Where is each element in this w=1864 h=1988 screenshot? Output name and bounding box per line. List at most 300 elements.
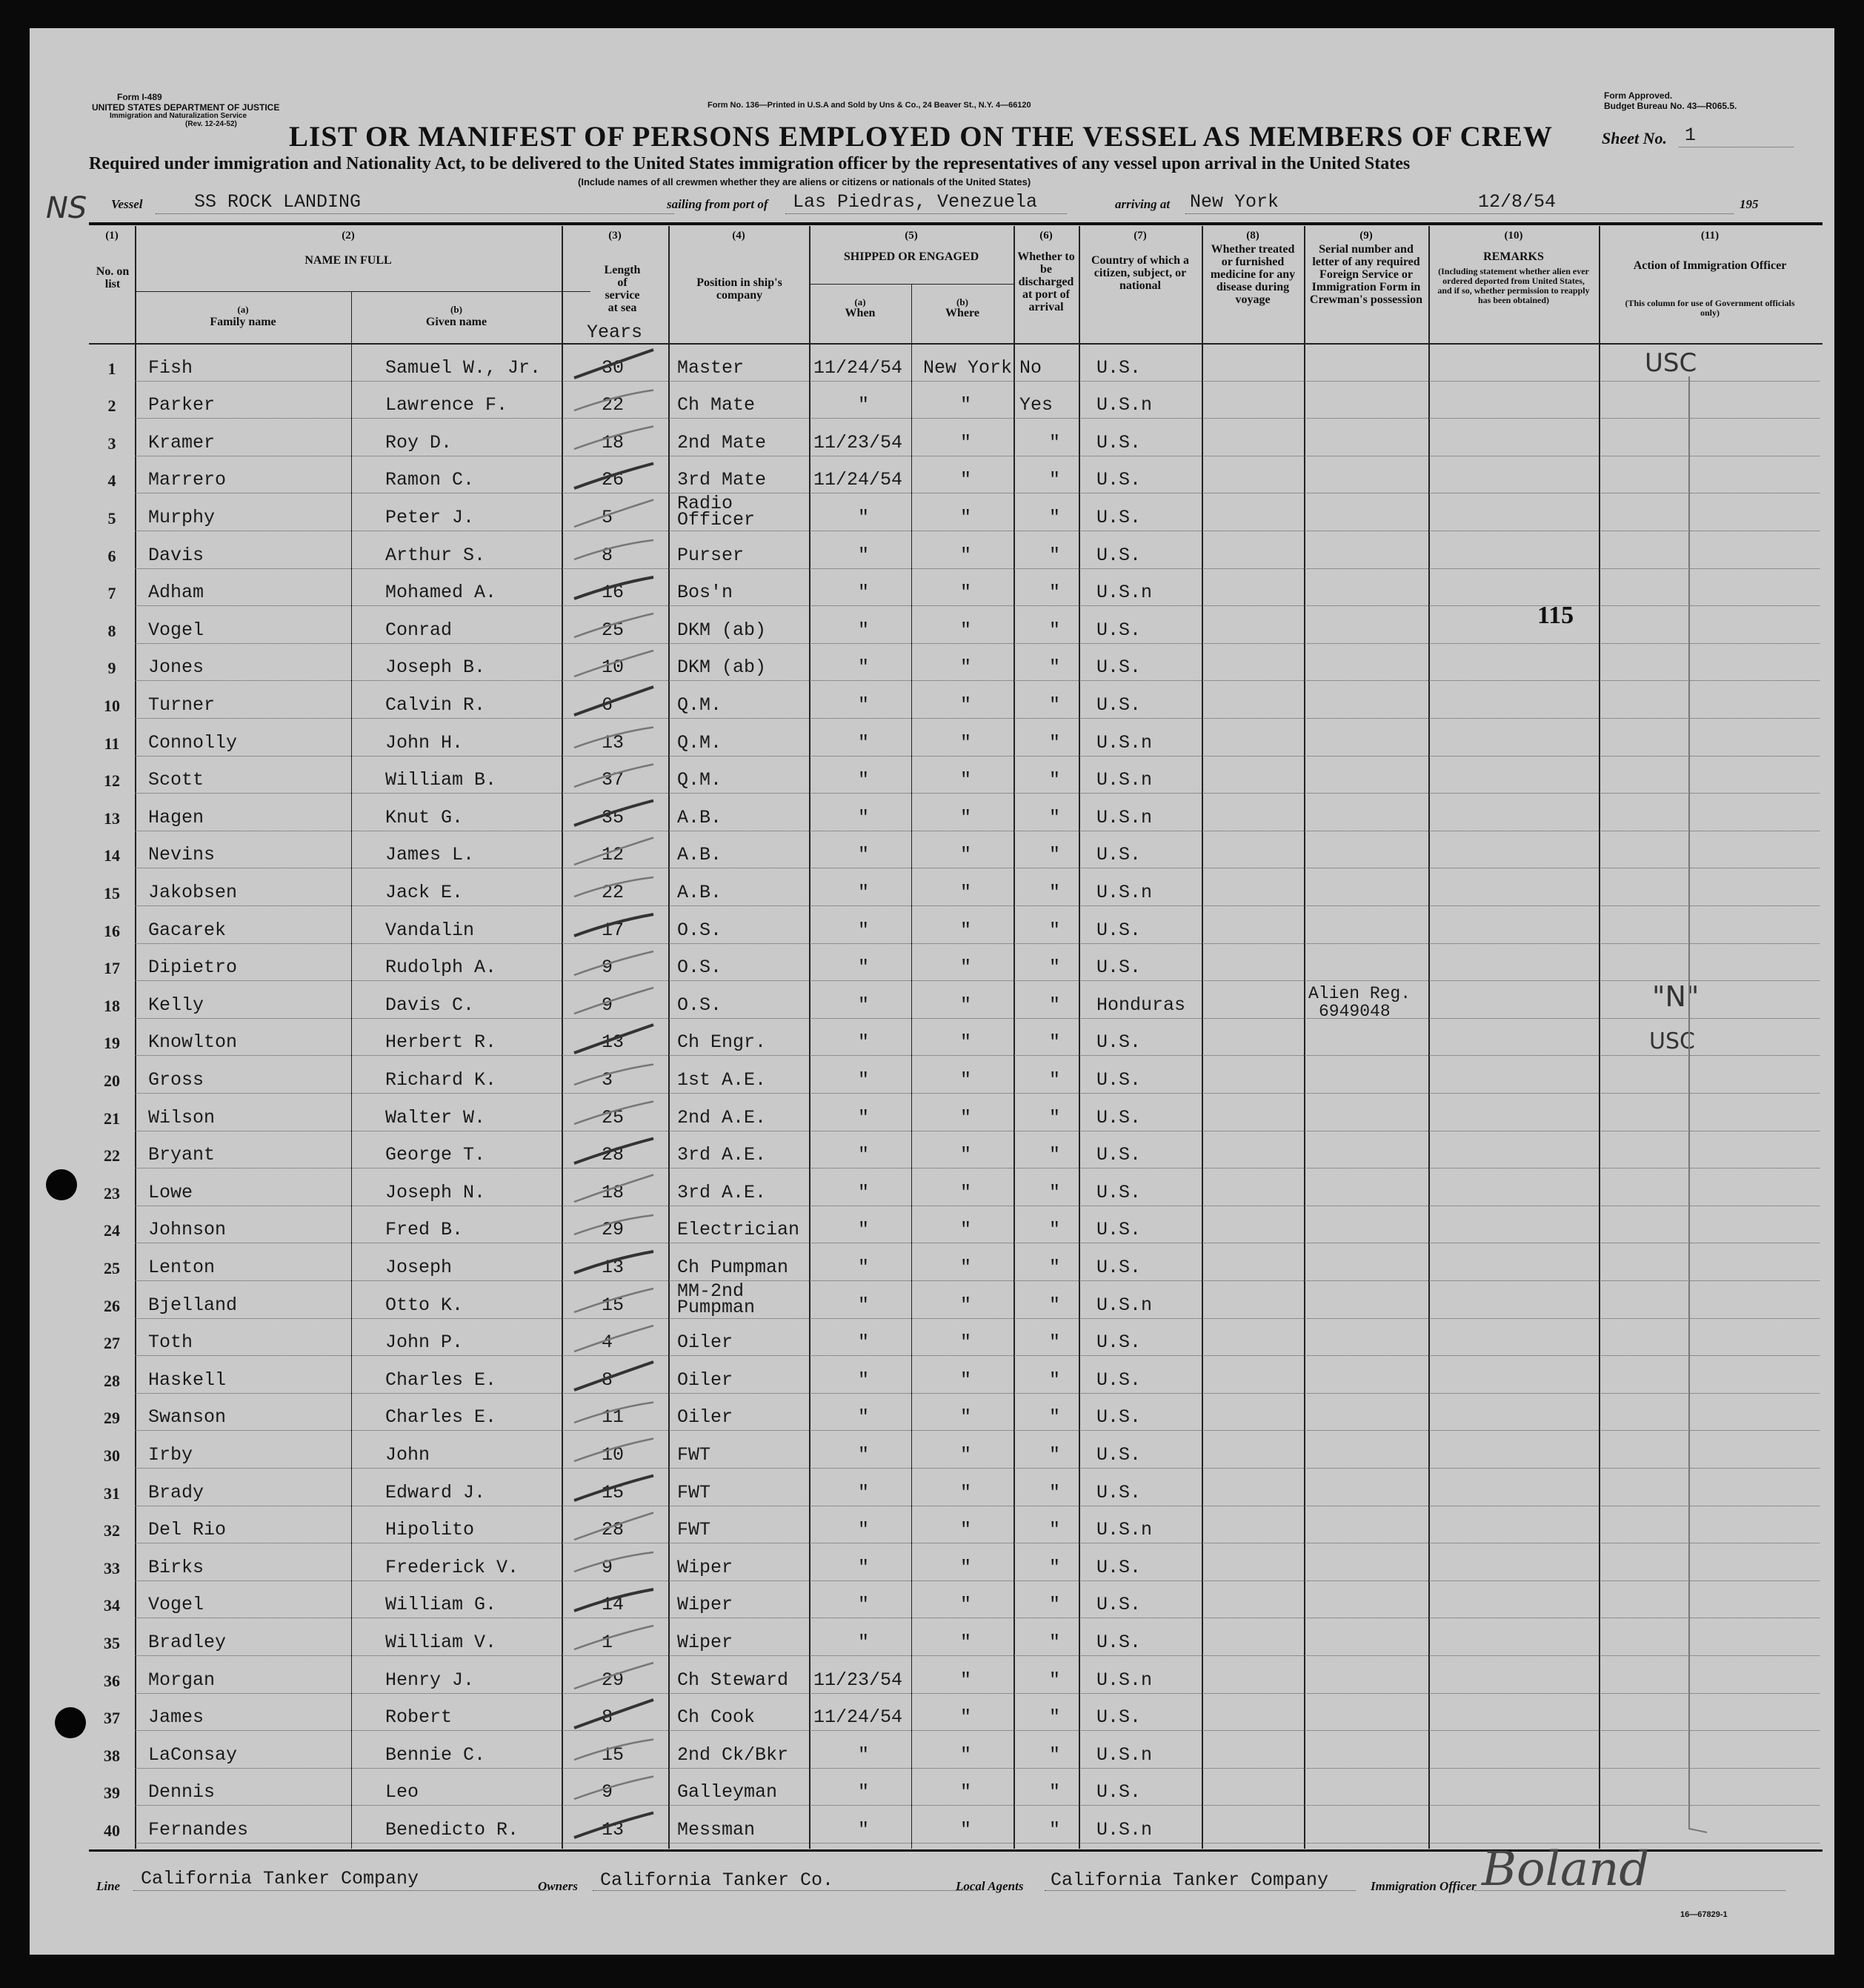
position: 2nd A.E. <box>677 1106 767 1128</box>
discharge: " <box>1049 1219 1061 1241</box>
family-name: Bjelland <box>148 1294 238 1316</box>
family-name: Parker <box>148 394 216 416</box>
col-shipped-header: SHIPPED OR ENGAGED <box>843 250 979 263</box>
officer-mark-usc-19: USC <box>1649 1028 1695 1054</box>
country: U.S. <box>1096 544 1142 566</box>
row-number: 12 <box>104 771 120 791</box>
family-name: Morgan <box>148 1669 216 1691</box>
service-years: 25 <box>602 619 625 641</box>
year-suffix: 195 <box>1740 197 1759 211</box>
table-row <box>30 720 1834 758</box>
given-name: Samuel W., Jr. <box>385 356 542 379</box>
check-mark-icon <box>570 833 659 870</box>
discharge: " <box>1049 1706 1061 1729</box>
given-name: John <box>385 1443 430 1466</box>
include-note: (Include names of all crewmen whether they are aliens or citizens or nationals of the United States) <box>578 176 1031 187</box>
service-years: 9 <box>602 994 613 1016</box>
discharge: No <box>1019 356 1042 379</box>
family-name: Vogel <box>148 1594 204 1616</box>
check-mark-icon <box>570 1658 659 1695</box>
form-code: 16—67829-1 <box>1680 1910 1728 1919</box>
country: U.S. <box>1096 1181 1142 1203</box>
family-name: LaConsay <box>148 1743 238 1766</box>
col-medicine-header: Whether treated or furnished medicine for any disease during voyage <box>1210 243 1296 306</box>
sailing-port: Las Piedras, Venezuela <box>793 191 1038 213</box>
family-name: Adham <box>148 582 204 604</box>
given-name: Walter W. <box>385 1106 486 1128</box>
position: Messman <box>677 1818 756 1841</box>
shipped-when: " <box>858 1219 870 1241</box>
service-years: 1 <box>602 1631 613 1653</box>
family-name: Bradley <box>148 1631 227 1653</box>
service-years: 8 <box>602 1706 613 1729</box>
shipped-when: " <box>858 1369 870 1391</box>
check-mark-icon <box>570 1432 659 1469</box>
family-name: Vogel <box>148 619 204 641</box>
table-row <box>30 1208 1834 1246</box>
table-row <box>30 1280 1834 1320</box>
position: 1st A.E. <box>677 1068 767 1091</box>
given-name: Robert <box>385 1706 453 1729</box>
country: U.S. <box>1096 656 1142 679</box>
revision: (Rev. 12-24-52) <box>185 120 237 128</box>
country: U.S.n <box>1096 394 1153 416</box>
table-row <box>30 983 1834 1020</box>
shipped-where: " <box>960 1743 972 1766</box>
check-mark-icon <box>570 533 659 570</box>
table-row <box>30 682 1834 720</box>
discharge: " <box>1049 619 1061 641</box>
discharge: " <box>1049 1443 1061 1466</box>
line-value: California Tanker Company <box>141 1868 419 1889</box>
table-row <box>30 492 1834 533</box>
row-number: 28 <box>104 1371 120 1390</box>
shipped-where: " <box>960 506 972 528</box>
given-name: Otto K. <box>385 1294 464 1316</box>
check-mark-icon <box>570 1732 659 1769</box>
table-row <box>30 1095 1834 1133</box>
given-name: Rudolph A. <box>385 957 497 979</box>
country: U.S.n <box>1096 881 1153 903</box>
check-mark-icon <box>570 571 659 608</box>
shipped-when: " <box>858 1144 870 1166</box>
country: U.S. <box>1096 919 1142 941</box>
check-mark-icon <box>570 1620 659 1657</box>
service-years: 9 <box>602 1781 613 1804</box>
table-row <box>30 833 1834 871</box>
given-name: Lawrence F. <box>385 394 508 416</box>
given-name: George T. <box>385 1144 486 1166</box>
discharge: " <box>1049 1144 1061 1166</box>
col-5b-number: (b) <box>956 296 968 307</box>
table-row <box>30 1658 1834 1695</box>
shipped-when: 11/24/54 <box>813 1706 903 1729</box>
shipped-where: " <box>960 1556 972 1578</box>
row-number: 33 <box>104 1558 120 1578</box>
row-number: 2 <box>107 396 116 416</box>
given-name: Joseph <box>385 1256 453 1278</box>
manifest-sheet <box>30 28 1834 1955</box>
shipped-when: " <box>858 1294 870 1316</box>
shipped-where: " <box>960 1106 972 1128</box>
family-name: Lenton <box>148 1256 216 1278</box>
manifest-subtitle: Required under immigration and Nationality Act, to be delivered to the United States immigration officer by the representatives of any vessel upon arrival in the United States <box>89 154 1411 173</box>
table-row <box>30 1470 1834 1508</box>
given-name: Frederick V. <box>385 1556 519 1578</box>
check-mark-icon <box>570 1807 659 1844</box>
col-4-number: (4) <box>732 230 745 242</box>
col-9-number: (9) <box>1359 230 1373 242</box>
shipped-when: " <box>858 1743 870 1766</box>
position: 2nd Ck/Bkr <box>677 1743 789 1766</box>
row-number: 8 <box>107 621 116 640</box>
table-row <box>30 1057 1834 1095</box>
check-mark-icon <box>570 345 659 382</box>
discharge: " <box>1049 1781 1061 1804</box>
position: A.B. <box>677 881 722 903</box>
table-row <box>30 1732 1834 1770</box>
check-mark-icon <box>570 1057 659 1094</box>
shipped-where: " <box>960 1219 972 1241</box>
table-row <box>30 345 1834 383</box>
family-name: Jones <box>148 656 204 679</box>
col-service-header: Length of service at sea <box>604 264 641 314</box>
service-years: 9 <box>602 957 613 979</box>
row-number: 15 <box>104 883 120 902</box>
col-5a-number: (a) <box>854 296 866 307</box>
shipped-where: " <box>960 1481 972 1503</box>
shipped-where: " <box>960 844 972 866</box>
discharge: " <box>1049 544 1061 566</box>
table-row <box>30 908 1834 945</box>
discharge: " <box>1049 656 1061 679</box>
given-name: William V. <box>385 1631 497 1653</box>
printer-note: Form No. 136—Printed in U.S.A and Sold by Uns & Co., 24 Beaver St., N.Y. 4—66120 <box>708 101 1031 110</box>
discharge: " <box>1049 469 1061 491</box>
table-row <box>30 533 1834 571</box>
table-row <box>30 1807 1834 1845</box>
discharge: " <box>1049 1743 1061 1766</box>
department: UNITED STATES DEPARTMENT OF JUSTICE <box>92 102 280 113</box>
table-row <box>30 1545 1834 1583</box>
discharge: " <box>1049 1294 1061 1316</box>
family-name: Wilson <box>148 1106 216 1128</box>
shipped-where: " <box>960 1294 972 1316</box>
shipped-when: 11/23/54 <box>813 431 903 453</box>
given-name: Charles E. <box>385 1406 497 1429</box>
service-years: 28 <box>602 1519 625 1541</box>
discharge: " <box>1049 1181 1061 1203</box>
service-years: 13 <box>602 1256 625 1278</box>
discharge: " <box>1049 769 1061 791</box>
country: U.S. <box>1096 1406 1142 1429</box>
position: Ch Steward <box>677 1669 789 1691</box>
col-7-number: (7) <box>1134 230 1147 242</box>
check-mark-icon <box>570 1208 659 1245</box>
table-row <box>30 1357 1834 1395</box>
binder-hole-upper <box>46 1169 77 1200</box>
given-name: Ramon C. <box>385 469 475 491</box>
country: U.S. <box>1096 356 1142 379</box>
family-name: Fernandes <box>148 1818 249 1841</box>
service-years: 9 <box>602 1556 613 1578</box>
check-mark-icon <box>570 1320 659 1357</box>
shipped-when: " <box>858 544 870 566</box>
col-action-header: Action of Immigration Officer <box>1633 259 1787 272</box>
position: Q.M. <box>677 769 722 791</box>
service-years: 8 <box>602 544 613 566</box>
row-number: 13 <box>104 808 120 828</box>
position: Q.M. <box>677 694 722 716</box>
shipped-when: " <box>858 806 870 828</box>
shipped-when: " <box>858 619 870 641</box>
table-row <box>30 458 1834 496</box>
country: U.S. <box>1096 1144 1142 1166</box>
shipped-when: " <box>858 1519 870 1541</box>
position: O.S. <box>677 994 722 1016</box>
shipped-when: " <box>858 1594 870 1616</box>
given-name: Henry J. <box>385 1669 475 1691</box>
family-name: Murphy <box>148 506 216 528</box>
col-2b-number: (b) <box>450 304 462 315</box>
discharge: " <box>1049 1068 1061 1091</box>
sailing-label: sailing from port of <box>667 197 768 211</box>
position: 3rd Mate <box>677 469 767 491</box>
shipped-when: " <box>858 844 870 866</box>
col-8-number: (8) <box>1246 230 1259 242</box>
shipped-where: " <box>960 1332 972 1354</box>
discharge: " <box>1049 506 1061 528</box>
row-number: 4 <box>107 471 116 491</box>
country: U.S.n <box>1096 806 1153 828</box>
given-name: Roy D. <box>385 431 453 453</box>
position: Ch Cook <box>677 1706 756 1729</box>
shipped-where: New York <box>923 356 1013 379</box>
col-action-note: (This column for use of Government officials only) <box>1625 298 1795 318</box>
row-number: 7 <box>107 584 116 603</box>
shipped-when: " <box>858 769 870 791</box>
service-years: 25 <box>602 1106 625 1128</box>
position: Ch Pumpman <box>677 1256 789 1278</box>
shipped-where: " <box>960 881 972 903</box>
shipped-where: " <box>960 582 972 604</box>
position: Bos'n <box>677 582 733 604</box>
table-row <box>30 795 1834 833</box>
given-name: Edward J. <box>385 1481 486 1503</box>
position: FWT <box>677 1519 711 1541</box>
shipped-when: " <box>858 1031 870 1054</box>
row-number: 5 <box>107 508 116 528</box>
family-name: Scott <box>148 769 204 791</box>
country: U.S. <box>1096 1369 1142 1391</box>
given-name: Joseph N. <box>385 1181 486 1203</box>
row-number: 24 <box>104 1221 120 1240</box>
row-number: 34 <box>104 1596 120 1615</box>
shipped-when: " <box>858 1556 870 1578</box>
country: Honduras <box>1096 994 1186 1016</box>
col-given-header: Given name <box>425 316 487 328</box>
given-name: Fred B. <box>385 1219 464 1241</box>
check-mark-icon <box>570 983 659 1020</box>
given-name: Herbert R. <box>385 1031 497 1054</box>
country: U.S. <box>1096 1068 1142 1091</box>
service-years: 26 <box>602 469 625 491</box>
shipped-where: " <box>960 919 972 941</box>
col-discharge-header: Whether to be discharged at port of arrival <box>1017 250 1075 313</box>
table-row <box>30 1695 1834 1733</box>
check-mark-icon <box>570 1695 659 1732</box>
budget-bureau: Budget Bureau No. 43—R065.5. <box>1604 101 1737 111</box>
table-row <box>30 383 1834 421</box>
position: FWT <box>677 1443 711 1466</box>
service-years: 13 <box>602 1031 625 1054</box>
shipped-where: " <box>960 431 972 453</box>
check-mark-icon <box>570 945 659 983</box>
check-mark-icon <box>570 908 659 945</box>
service-years: 8 <box>602 1369 613 1391</box>
position: DKM (ab) <box>677 619 767 641</box>
table-row <box>30 1583 1834 1620</box>
row-number: 18 <box>104 996 120 1015</box>
service-years: 29 <box>602 1669 625 1691</box>
check-mark-icon <box>570 1283 659 1320</box>
given-name: Peter J. <box>385 506 475 528</box>
position: 3rd A.E. <box>677 1144 767 1166</box>
row-number: 37 <box>104 1709 120 1728</box>
row-number: 9 <box>107 659 116 678</box>
service-years: 22 <box>602 394 625 416</box>
country: U.S. <box>1096 694 1142 716</box>
row-number: 1 <box>107 359 116 378</box>
check-mark-icon <box>570 758 659 795</box>
country: U.S.n <box>1096 1294 1153 1316</box>
shipped-when: " <box>858 506 870 528</box>
check-mark-icon <box>570 1245 659 1282</box>
col-no-header: No. on list <box>96 265 130 290</box>
family-name: Lowe <box>148 1181 193 1203</box>
shipped-when: " <box>858 656 870 679</box>
position: Purser <box>677 544 745 566</box>
position: Wiper <box>677 1631 733 1653</box>
shipped-where: " <box>960 1144 972 1166</box>
position: Master <box>677 356 745 379</box>
col-2-number: (2) <box>342 230 355 242</box>
given-name: William B. <box>385 769 497 791</box>
position: FWT <box>677 1481 711 1503</box>
position: A.B. <box>677 806 722 828</box>
row-number: 40 <box>104 1821 120 1840</box>
family-name: Connolly <box>148 731 238 754</box>
given-name: John P. <box>385 1332 464 1354</box>
service-years: 13 <box>602 1818 625 1841</box>
service-years: 15 <box>602 1481 625 1503</box>
col-5-number: (5) <box>905 230 918 242</box>
family-name: Fish <box>148 356 193 379</box>
country: U.S. <box>1096 469 1142 491</box>
service-years: 13 <box>602 731 625 754</box>
service-years: 16 <box>602 582 625 604</box>
service-years: 15 <box>602 1294 625 1316</box>
country: U.S. <box>1096 1706 1142 1729</box>
country: U.S. <box>1096 1443 1142 1466</box>
row-number: 39 <box>104 1783 120 1803</box>
position: Wiper <box>677 1594 733 1616</box>
given-name: James L. <box>385 844 475 866</box>
form-approved: Form Approved. <box>1604 90 1673 101</box>
col-position-header: Position in ship's company <box>696 276 782 302</box>
check-mark-icon <box>570 1508 659 1545</box>
check-mark-icon <box>570 1583 659 1620</box>
shipped-when: " <box>858 1481 870 1503</box>
shipped-when: " <box>858 1068 870 1091</box>
service-years: 18 <box>602 1181 625 1203</box>
row-number: 26 <box>104 1296 120 1315</box>
given-name: Benedicto R. <box>385 1818 519 1841</box>
service: Immigration and Naturalization Service <box>110 112 247 120</box>
shipped-where: " <box>960 656 972 679</box>
family-name: Brady <box>148 1481 204 1503</box>
row-number: 20 <box>104 1071 120 1090</box>
family-name: Dennis <box>148 1781 216 1804</box>
check-mark-icon <box>570 1357 659 1394</box>
table-row <box>30 1245 1834 1283</box>
manifest-title: LIST OR MANIFEST OF PERSONS EMPLOYED ON THE VESSEL AS MEMBERS OF CREW <box>289 121 1553 153</box>
sheet-label: Sheet No. <box>1602 129 1667 147</box>
position: O.S. <box>677 957 722 979</box>
discharge: " <box>1049 994 1061 1016</box>
shipped-where: " <box>960 1519 972 1541</box>
country: U.S. <box>1096 1781 1142 1804</box>
discharge: " <box>1049 1256 1061 1278</box>
shipped-where: " <box>960 1669 972 1691</box>
row-number: 17 <box>104 959 120 978</box>
table-row <box>30 945 1834 983</box>
table-row <box>30 1170 1834 1208</box>
shipped-when: " <box>858 1181 870 1203</box>
service-years: 29 <box>602 1219 625 1241</box>
service-years: 15 <box>602 1743 625 1766</box>
position: 2nd Mate <box>677 431 767 453</box>
table-row <box>30 1620 1834 1658</box>
check-mark-icon <box>570 720 659 757</box>
row-number: 16 <box>104 921 120 940</box>
given-name: Jack E. <box>385 881 464 903</box>
country: U.S. <box>1096 619 1142 641</box>
service-years: 35 <box>602 806 625 828</box>
row-number: 14 <box>104 846 120 865</box>
discharge: " <box>1049 731 1061 754</box>
given-name: Mohamed A. <box>385 582 497 604</box>
discharge: " <box>1049 919 1061 941</box>
table-row <box>30 870 1834 908</box>
country: U.S. <box>1096 1332 1142 1354</box>
row-number: 27 <box>104 1334 120 1353</box>
family-name: Nevins <box>148 844 216 866</box>
discharge: " <box>1049 1519 1061 1541</box>
check-mark-icon <box>570 1133 659 1170</box>
line-label: Line <box>96 1879 121 1893</box>
alien-reg-label: Alien Reg. <box>1308 984 1411 1003</box>
owners-label: Owners <box>538 1879 578 1893</box>
col-where-header: Where <box>945 307 979 319</box>
form-number: Form I-489 <box>117 92 162 102</box>
shipped-when: " <box>858 1406 870 1429</box>
shipped-where: " <box>960 1068 972 1091</box>
table-row <box>30 1020 1834 1058</box>
country: U.S. <box>1096 957 1142 979</box>
col-10-number: (10) <box>1504 230 1523 242</box>
country: U.S. <box>1096 431 1142 453</box>
